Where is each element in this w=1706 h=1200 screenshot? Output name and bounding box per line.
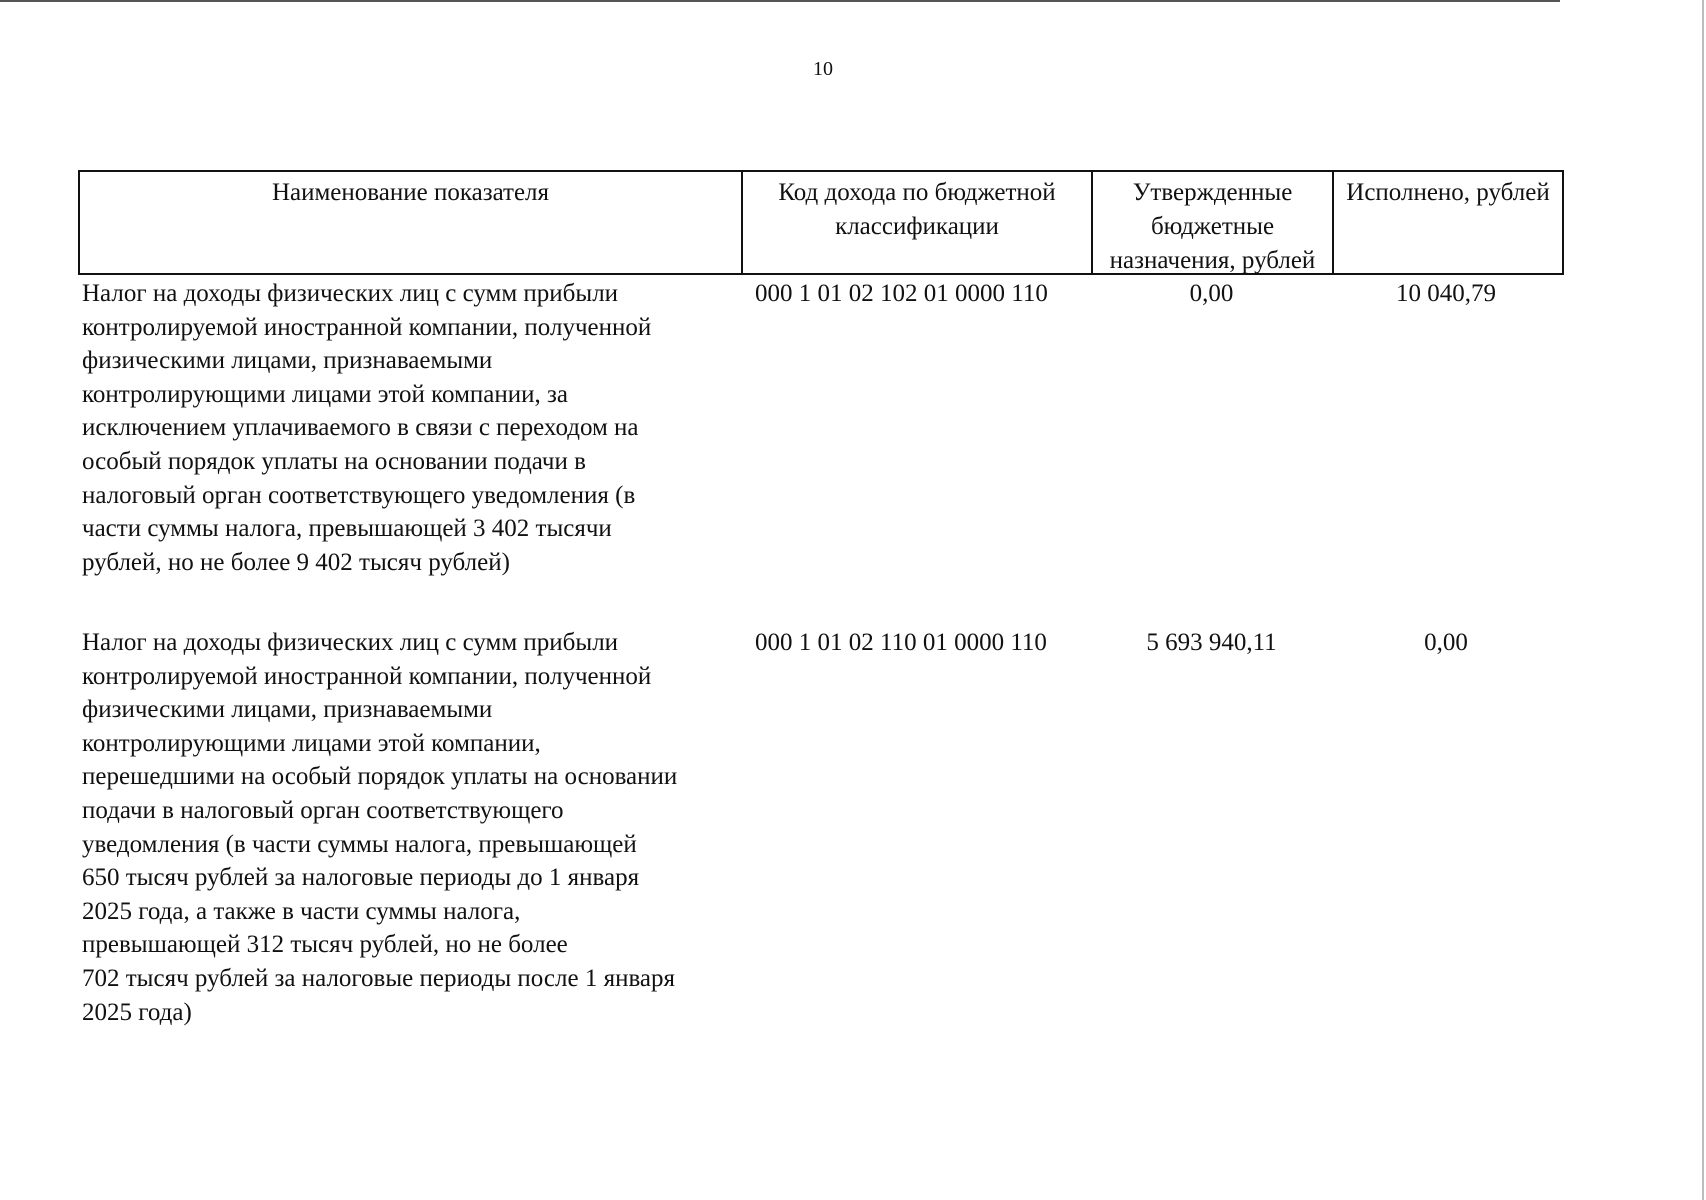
row-done: 10 040,79 [1396, 280, 1496, 307]
row-planned: 0,00 [1189, 280, 1234, 307]
row-code: 000 1 01 02 102 01 0000 110 [755, 280, 1048, 307]
row-name [82, 277, 738, 579]
row-name [82, 626, 738, 1029]
row-name-line: налоговый орган соответствующего уведомления (в [82, 481, 636, 509]
header-name [80, 172, 743, 273]
row-name-line: контролирующими лицами этой компании, за [82, 380, 568, 408]
header-code-line: Код дохода по бюджетной [778, 179, 1056, 206]
row-name-line: 2025 года, а также в части суммы налога, [82, 897, 521, 925]
row-name-line: 650 тысяч рублей за налоговые периоды до 1 января [82, 864, 640, 892]
header-planned-line: бюджетные [1150, 213, 1275, 240]
row-name-line: 2025 года) [82, 998, 192, 1026]
row-name-line: подачи в налоговый орган соответствующего [82, 796, 564, 824]
header-planned-line: Утвержденные [1132, 179, 1293, 206]
row-name-line: физическими лицами, признаваемыми [82, 696, 493, 724]
header-code [743, 172, 1093, 273]
scan-edge-top [0, 0, 1560, 2]
row-name-line: исключением уплачиваемого в связи с переходом на [82, 414, 639, 442]
header-done-line: Исполнено, рублей [1346, 179, 1550, 206]
row-name-line: Налог на доходы физических лиц с сумм прибыли [82, 280, 619, 307]
header-planned [1093, 172, 1334, 273]
header-done [1334, 172, 1562, 273]
row-name-line: контролируемой иностранной компании, полученной [82, 662, 652, 690]
page-number: 10 [813, 58, 833, 80]
row-name-line: уведомления (в части суммы налога, превышающей [82, 830, 637, 858]
header-name-line: Наименование показателя [271, 179, 550, 206]
row-name-line: 702 тысяч рублей за налоговые периоды после 1 января [82, 964, 676, 992]
row-name-line: особый порядок уплаты на основании подачи в [82, 447, 586, 475]
row-done: 0,00 [1424, 629, 1468, 656]
header-code-line: классификации [835, 213, 999, 240]
row-name-line: контролируемой иностранной компании, полученной [82, 313, 652, 341]
row-name-line: перешедшими на особый порядок уплаты на основании [82, 763, 678, 791]
scan-edge-right [1702, 0, 1704, 1200]
row-name-line: рублей, но не более 9 402 тысяч рублей) [82, 548, 510, 576]
row-planned: 5 693 940,11 [1146, 629, 1277, 656]
table-header [78, 170, 1564, 275]
row-code: 000 1 01 02 110 01 0000 110 [755, 629, 1047, 656]
header-planned-line: назначения, рублей [1109, 247, 1316, 274]
row-name-line: части суммы налога, превышающей 3 402 тысячи [82, 515, 612, 543]
row-name-line: превышающей 312 тысяч рублей, но не более [82, 931, 568, 959]
row-name-line: Налог на доходы физических лиц с сумм прибыли [82, 629, 619, 656]
row-name-line: контролирующими лицами этой компании, [82, 729, 541, 757]
row-name-line: физическими лицами, признаваемыми [82, 347, 493, 375]
